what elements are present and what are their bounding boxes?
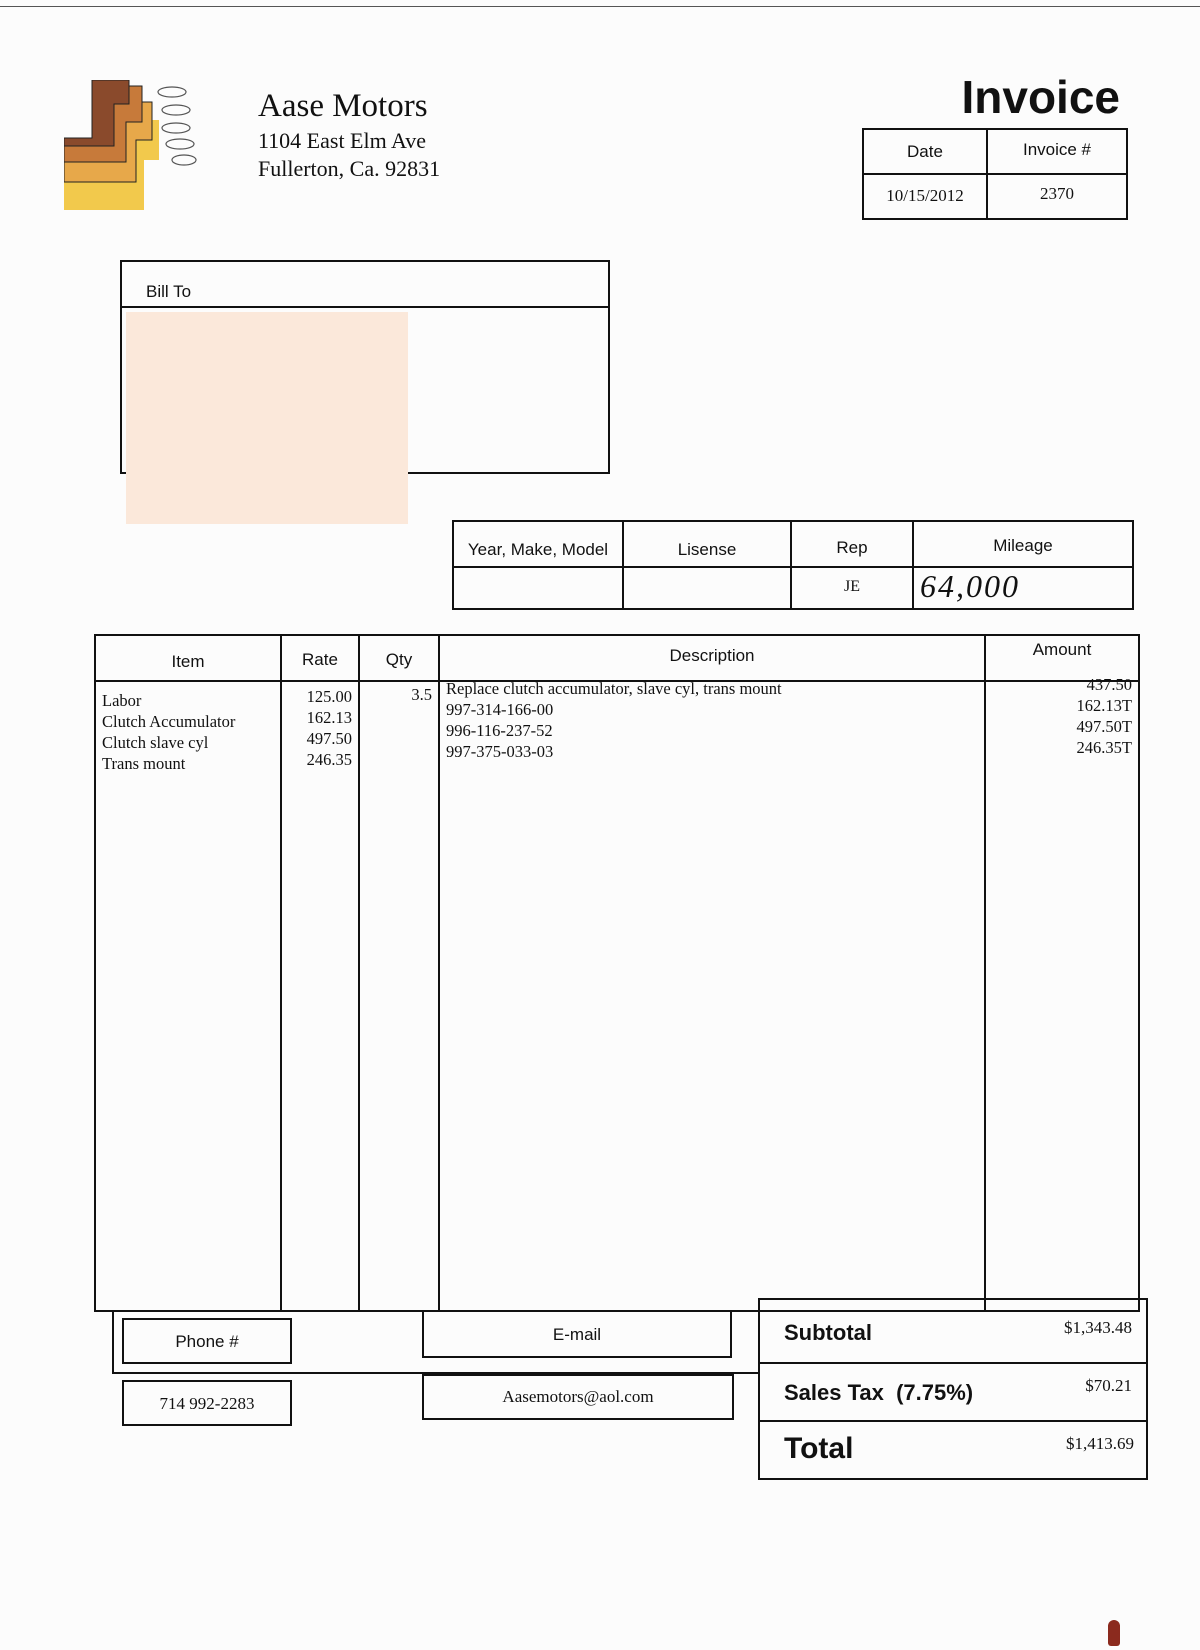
vehicle-header-mileage: Mileage	[993, 536, 1053, 555]
email-label: E-mail	[552, 1325, 602, 1344]
line-items-table	[94, 634, 1140, 1312]
phone-value-box	[122, 1380, 292, 1426]
total-label: Total	[784, 1432, 854, 1465]
qty-cell	[360, 747, 432, 768]
header-qty: Qty	[385, 650, 413, 669]
item-cell: Clutch Accumulator	[102, 712, 236, 731]
sales-tax-label: Sales Tax (7.75%)	[784, 1380, 974, 1405]
rate-cell: 162.13	[306, 708, 352, 727]
qty-column	[360, 684, 432, 768]
invoice-number-label: Invoice #	[1022, 140, 1092, 159]
email-value: Aasemotors@aol.com	[502, 1387, 654, 1406]
company-address-line2: Fullerton, Ca. 92831	[258, 156, 441, 181]
company-name: Aase Motors	[258, 88, 428, 124]
date-label: Date	[907, 142, 943, 161]
rate-cell: 125.00	[306, 687, 352, 706]
item-column	[102, 690, 235, 774]
rate-cell: 497.50	[306, 729, 352, 748]
stacked-stripes-logo-icon	[64, 80, 214, 212]
rate-cell: 246.35	[306, 750, 352, 769]
vehicle-header-rep: Rep	[836, 538, 868, 557]
header-amount: Amount	[1032, 640, 1092, 659]
phone-label-box	[122, 1318, 292, 1364]
scan-speck	[1108, 1620, 1120, 1646]
description-cell: 996-116-237-52	[446, 721, 553, 740]
total-value: $1,413.69	[1066, 1434, 1134, 1453]
item-cell: Clutch slave cyl	[102, 733, 209, 752]
description-cell: 997-375-033-03	[446, 742, 554, 761]
redacted-address-block	[126, 312, 408, 524]
rep-value: JE	[844, 578, 860, 595]
email-label-box	[422, 1310, 732, 1358]
sales-tax-value: $70.21	[1085, 1376, 1132, 1395]
rate-column	[282, 686, 352, 770]
qty-cell	[360, 705, 432, 726]
phone-value: 714 992-2283	[159, 1394, 255, 1413]
header-rate: Rate	[302, 650, 338, 669]
amount-column	[986, 674, 1132, 758]
qty-cell: 3.5	[411, 685, 432, 704]
vehicle-header-license: Lisense	[677, 540, 737, 559]
amount-cell: 497.50T	[1076, 717, 1132, 736]
header-description: Description	[669, 646, 755, 665]
vehicle-header-model: Year, Make, Model	[467, 540, 609, 559]
item-cell: Trans mount	[102, 754, 186, 773]
amount-cell: 162.13T	[1076, 696, 1132, 715]
email-value-box	[422, 1374, 734, 1420]
invoice-number: 2370	[1040, 184, 1074, 203]
subtotal-value: $1,343.48	[1064, 1318, 1132, 1337]
vehicle-info-table	[452, 520, 1134, 610]
company-address-line1: 1104 East Elm Ave	[258, 128, 427, 153]
phone-label: Phone #	[175, 1332, 239, 1351]
qty-cell	[360, 726, 432, 747]
header-item: Item	[171, 652, 205, 671]
invoice-date: 10/15/2012	[886, 186, 964, 205]
invoice-title: Invoice	[961, 71, 1120, 123]
subtotal-label: Subtotal	[784, 1320, 872, 1345]
bill-to-label: Bill To	[146, 282, 192, 301]
totals-table	[758, 1298, 1148, 1480]
item-cell: Labor	[102, 691, 142, 710]
invoice-info-table	[862, 128, 1128, 220]
amount-cell: 246.35T	[1076, 738, 1132, 757]
description-cell: 997-314-166-00	[446, 700, 554, 719]
description-column	[446, 678, 782, 762]
mileage-value: 64,000	[920, 568, 1020, 604]
scan-top-edge	[0, 6, 1200, 7]
description-cell: Replace clutch accumulator, slave cyl, trans mount	[446, 679, 782, 698]
amount-cell: 437.50	[1086, 675, 1132, 694]
